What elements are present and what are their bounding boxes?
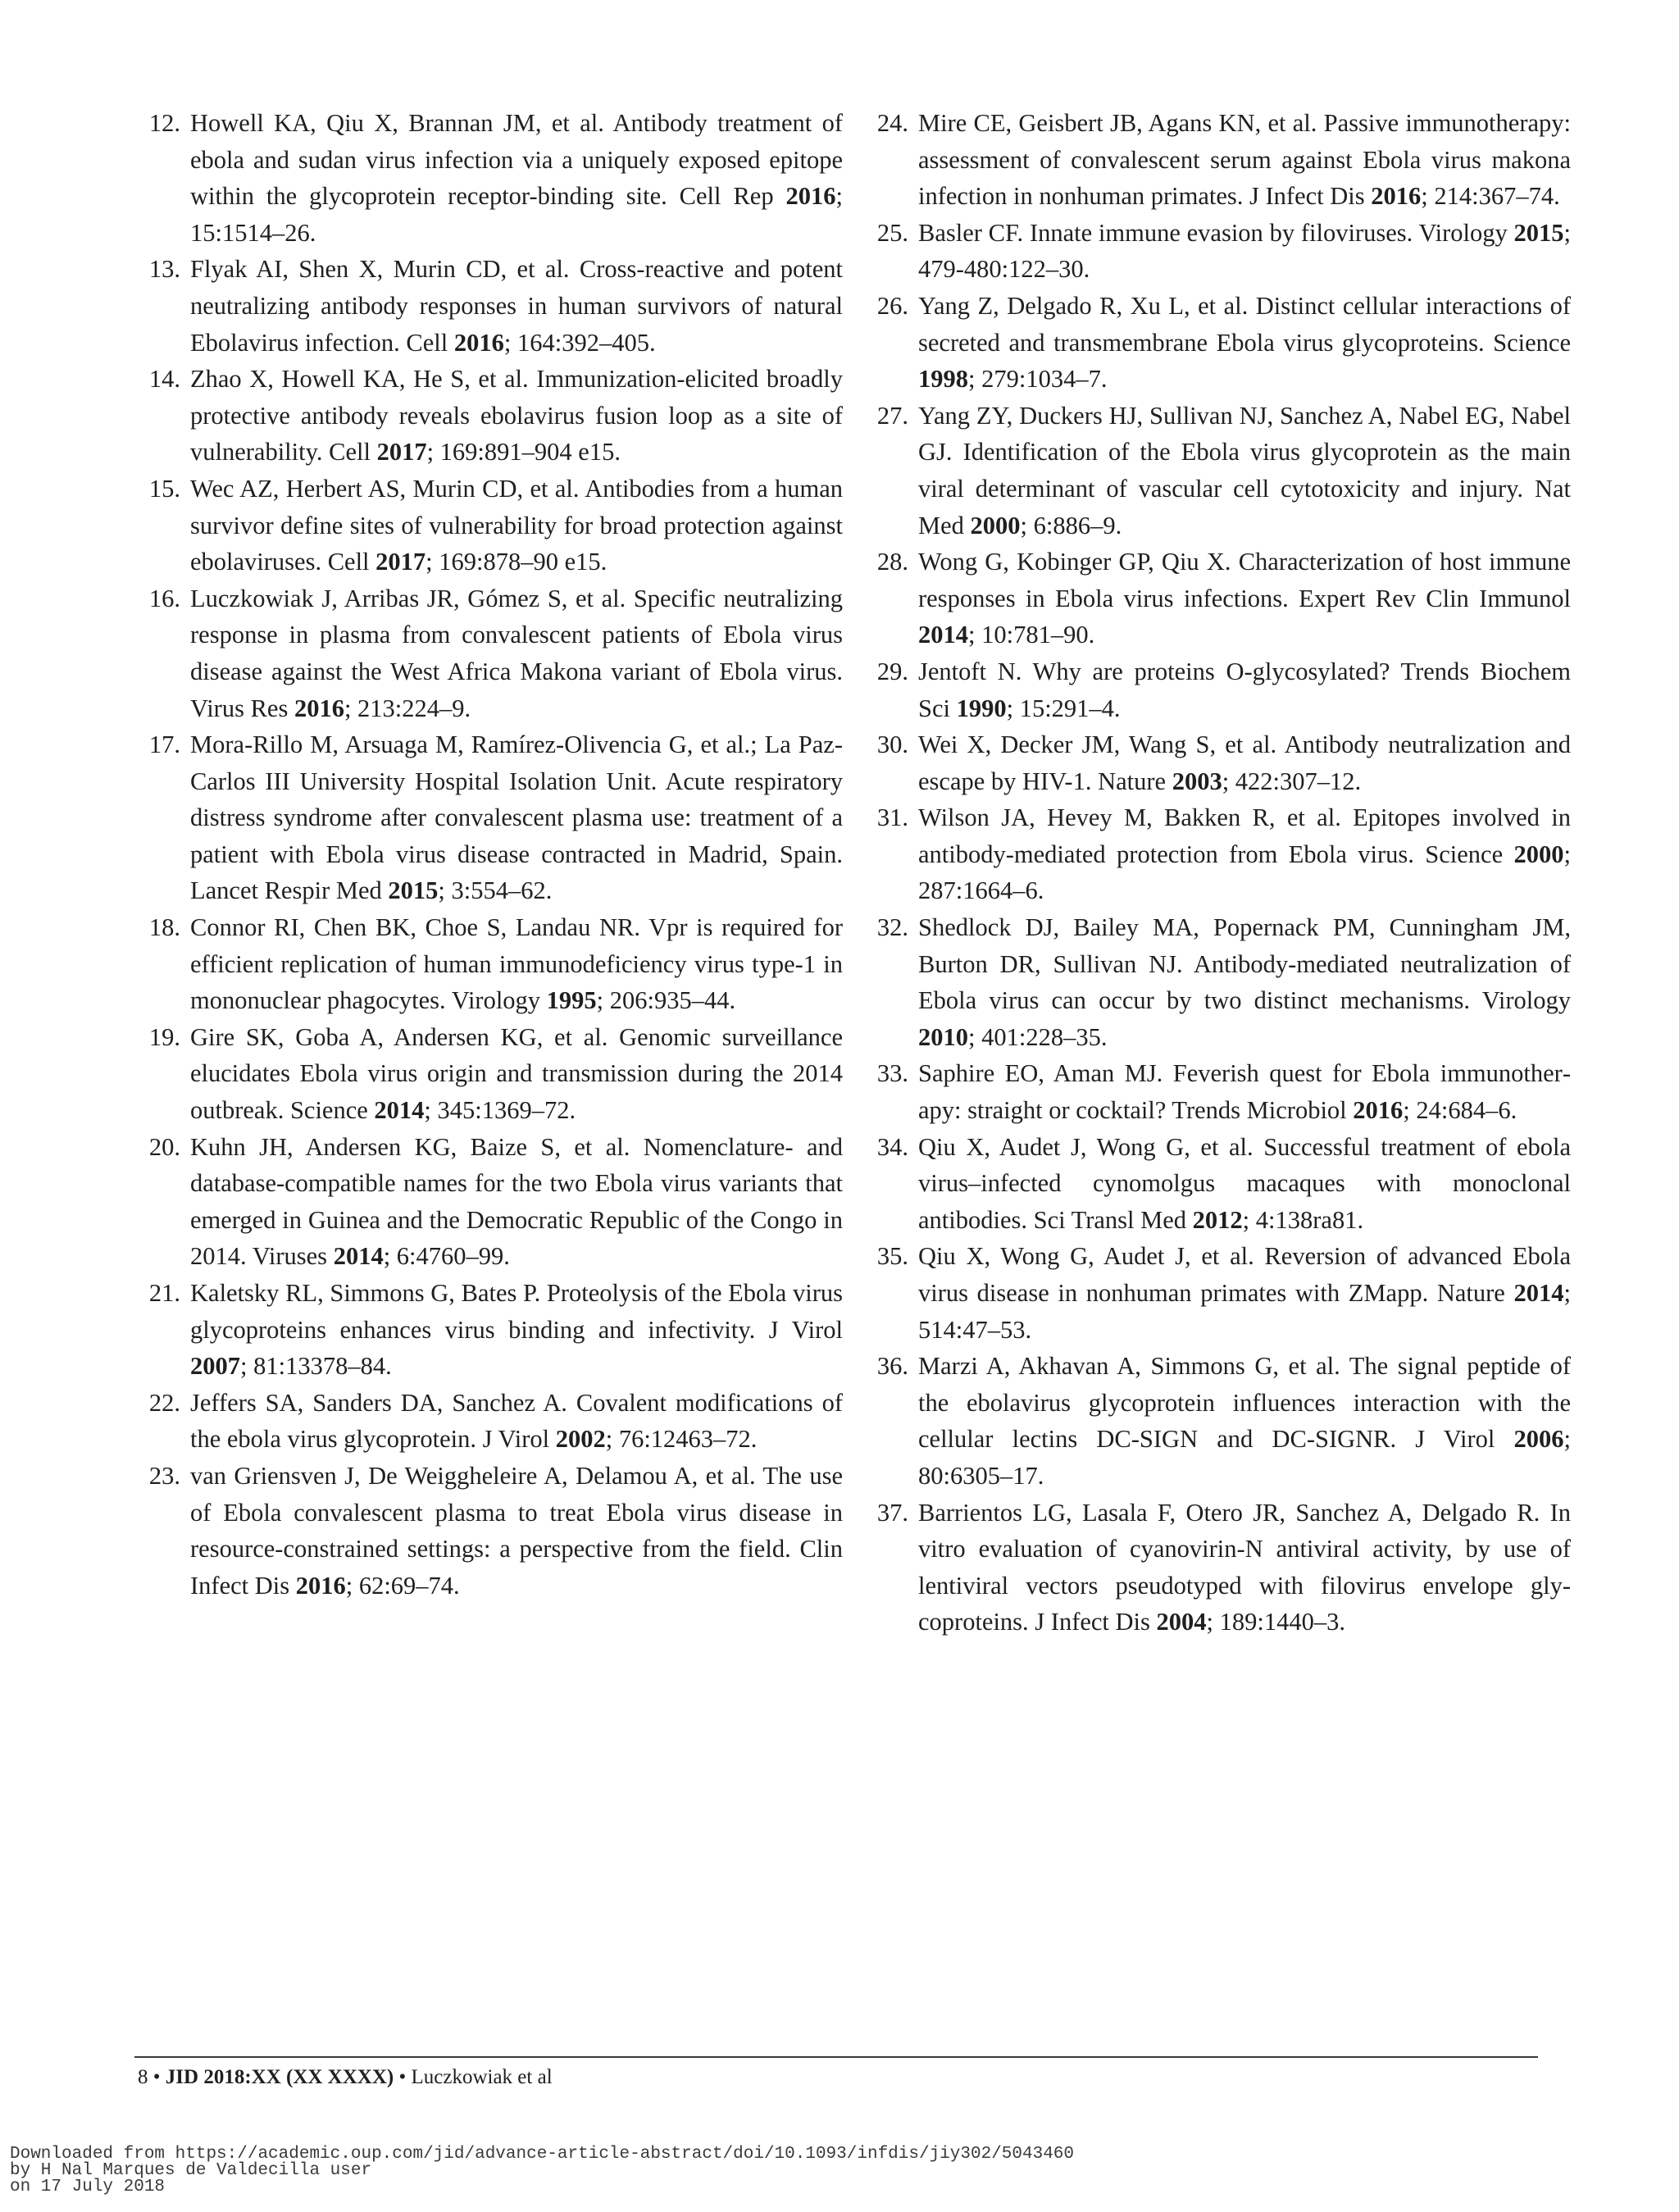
reference-text — [180, 726, 843, 909]
reference-item — [134, 1129, 843, 1275]
reference-item — [134, 105, 843, 251]
reference-year: 2016 — [1371, 182, 1422, 211]
reference-item — [134, 1019, 843, 1129]
reference-item — [862, 909, 1571, 1055]
download-watermark — [10, 2146, 1074, 2196]
reference-item — [862, 398, 1571, 544]
reference-pages: ; 6:4760–99. — [383, 1242, 510, 1271]
reference-pages: ; 10:781–90. — [968, 621, 1095, 649]
reference-text — [180, 251, 843, 361]
reference-item — [862, 544, 1571, 653]
reference-item — [862, 799, 1571, 909]
reference-year: 2014 — [918, 621, 968, 649]
reference-number: 37. — [876, 1498, 908, 1527]
reference-text — [908, 288, 1571, 398]
reference-year: 2000 — [1513, 840, 1564, 868]
reference-number: 18. — [148, 913, 180, 942]
reference-number: 28. — [876, 548, 908, 576]
reference-number: 20. — [148, 1132, 180, 1161]
reference-number: 35. — [876, 1242, 908, 1271]
reference-text — [180, 361, 843, 471]
reference-text — [180, 1129, 843, 1275]
reference-item — [134, 909, 843, 1019]
reference-number: 34. — [876, 1132, 908, 1161]
reference-citation: Barrientos LG, Lasala F, Otero JR, Sanchez A, Delgado R. In vitro evaluation of cyanovirin-N antiviral activity, by use of lentiviral vectors pseudotyped with filovirus envelope glycoproteins. J Infect Dis — [918, 1498, 1571, 1636]
reference-year: 2017 — [376, 438, 427, 467]
reference-number: 27. — [876, 401, 908, 430]
reference-item — [134, 361, 843, 471]
reference-number: 24. — [876, 109, 908, 137]
reference-citation: Connor RI, Chen BK, Choe S, Landau NR. Vpr is required for efficient replication of human immunodeficiency virus type-1 in mononuclear phagocytes. Virology — [190, 913, 843, 1015]
reference-pages: ; 214:367–74. — [1421, 182, 1560, 211]
reference-citation: Basler CF. Innate immune evasion by filoviruses. Virology — [918, 218, 1514, 247]
reference-number: 30. — [876, 731, 908, 759]
reference-citation: Yang Z, Delgado R, Xu L, et al. Distinct cellular interactions of secreted and transmembrane Ebola virus glycoproteins. Science — [918, 291, 1571, 357]
page-number: 8 — [138, 2066, 148, 2088]
reference-number: 16. — [148, 584, 180, 612]
reference-number: 33. — [876, 1059, 908, 1088]
reference-pages: ; 345:1369–72. — [424, 1096, 576, 1125]
reference-text — [180, 1019, 843, 1129]
download-note-line: on 17 July 2018 — [10, 2178, 166, 2196]
reference-text — [180, 580, 843, 726]
reference-text — [908, 1055, 1571, 1128]
reference-citation: Qiu X, Wong G, Audet J, et al. Reversion of advanced Ebola virus disease in nonhuman primates with ZMapp. Nature — [918, 1242, 1571, 1307]
reference-text — [180, 1275, 843, 1385]
reference-pages: ; 4:138ra81. — [1242, 1205, 1364, 1234]
reference-text — [180, 105, 843, 251]
reference-year: 2010 — [918, 1022, 968, 1051]
reference-year: 2015 — [388, 876, 439, 905]
reference-pages: ; 62:69–74. — [345, 1571, 460, 1600]
reference-year: 2012 — [1192, 1205, 1243, 1234]
reference-number: 19. — [148, 1022, 180, 1051]
reference-year: 2004 — [1156, 1608, 1207, 1636]
reference-pages: ; 15:1514–26. — [190, 182, 843, 247]
reference-number: 31. — [876, 803, 908, 832]
reference-citation: Yang ZY, Duckers HJ, Sullivan NJ, Sanchez A, Nabel EG, Nabel GJ. Identification of the Ebola virus glycoprotein as the main viral determinant of vascular cell cytotoxicity and injury. Nat Med — [918, 401, 1571, 539]
reference-pages: ; 206:935–44. — [596, 986, 736, 1015]
reference-number: 23. — [148, 1461, 180, 1490]
reference-text — [180, 909, 843, 1019]
reference-number: 36. — [876, 1352, 908, 1381]
reference-text — [908, 653, 1571, 726]
reference-citation: Wec AZ, Herbert AS, Murin CD, et al. Antibodies from a human survivor define sites of vulnerability for broad protection against ebolaviruses. Cell — [190, 474, 843, 576]
reference-item — [134, 1458, 843, 1604]
reference-text — [908, 215, 1571, 288]
reference-pages: ; 76:12463–72. — [605, 1425, 758, 1454]
reference-citation: Wilson JA, Hevey M, Bakken R, et al. Epitopes involved in antibody-mediated protection from Ebola virus. Science — [918, 803, 1571, 868]
reference-number: 17. — [148, 731, 180, 759]
footer-bullet: • — [152, 2066, 161, 2088]
reference-citation: van Griensven J, De Weiggheleire A, Delamou A, et al. The use of Ebola convalescent plasma to treat Ebola virus disease in resource-constrained settings: a perspective from the field. Clin Infect Dis — [190, 1461, 843, 1600]
reference-citation: Zhao X, Howell KA, He S, et al. Immunization-elicited broadly protective antibody reveals ebolavirus fusion loop as a site of vulnerability. Cell — [190, 365, 843, 467]
reference-year: 2000 — [970, 511, 1021, 539]
reference-year: 2006 — [1513, 1425, 1564, 1454]
reference-text — [908, 726, 1571, 799]
reference-number: 14. — [148, 365, 180, 394]
reference-number: 13. — [148, 255, 180, 284]
reference-year: 2016 — [453, 328, 504, 357]
reference-citation: Shedlock DJ, Bailey MA, Popernack PM, Cunningham JM, Burton DR, Sullivan NJ. Antibody-mediated neutralization of Ebola virus can occur by two distinct mechanisms. Virology — [918, 913, 1571, 1015]
journal-issue: (XX XXXX) — [286, 2066, 394, 2088]
reference-list-right-column — [862, 105, 1571, 1641]
reference-text — [908, 799, 1571, 909]
download-note-line: by H Nal Marques de Valdecilla user — [10, 2161, 372, 2180]
reference-citation: Saphire EO, Aman MJ. Feverish quest for Ebola immunotherapy: straight or cocktail? Trends Microbiol — [918, 1059, 1571, 1125]
reference-item — [862, 726, 1571, 799]
reference-item — [862, 1495, 1571, 1641]
reference-citation: Mire CE, Geisbert JB, Agans KN, et al. Passive immunotherapy: assessment of convalescent serum against Ebola virus makona infection in nonhuman primates. J Infect Dis — [918, 109, 1571, 211]
reference-pages: ; 81:13378–84. — [240, 1352, 392, 1381]
footer-divider — [134, 2056, 1538, 2058]
reference-number: 22. — [148, 1388, 180, 1417]
journal-volume: 2018:XX — [203, 2066, 281, 2088]
reference-pages: ; 213:224–9. — [344, 694, 471, 722]
reference-text — [180, 1385, 843, 1458]
reference-pages: ; 169:891–904 e15. — [426, 438, 621, 467]
reference-citation: Flyak AI, Shen X, Murin CD, et al. Cross-reactive and potent neutralizing antibody responses in human survivors of natural Ebolavirus infection. Cell — [190, 255, 843, 357]
page-footer — [138, 2064, 553, 2091]
reference-year: 2015 — [1513, 218, 1564, 247]
reference-year: 2007 — [190, 1352, 240, 1381]
reference-pages: ; 24:684–6. — [1403, 1096, 1517, 1125]
reference-year: 2016 — [785, 182, 836, 211]
reference-number: 29. — [876, 657, 908, 685]
reference-number: 25. — [876, 218, 908, 247]
reference-item — [134, 580, 843, 726]
reference-item — [862, 288, 1571, 398]
reference-citation: Marzi A, Akhavan A, Simmons G, et al. The signal peptide of the ebolavirus glycoprotein influences interaction with the cellular lectins DC-SIGN and DC-SIGNR. J Virol — [918, 1352, 1571, 1454]
reference-number: 12. — [148, 109, 180, 137]
reference-pages: ; 189:1440–3. — [1206, 1608, 1345, 1636]
reference-citation: Kuhn JH, Andersen KG, Baize S, et al. Nomenclature- and database-compatible names for the two Ebola virus variants that emerged in Guinea and the Democratic Republic of the Congo in 2014. Viruses — [190, 1132, 843, 1271]
reference-item — [134, 471, 843, 580]
reference-citation: Qiu X, Audet J, Wong G, et al. Successful treatment of ebola virus–infected cynomolgus macaques with monoclonal antibodies. Sci Transl Med — [918, 1132, 1571, 1234]
reference-pages: ; 80:6305–17. — [918, 1425, 1571, 1490]
reference-item — [862, 215, 1571, 288]
reference-pages: ; 164:392–405. — [503, 328, 656, 357]
reference-text — [180, 1458, 843, 1604]
reference-citation: Mora-Rillo M, Arsuaga M, Ramírez-Olivencia G, et al.; La Paz-Carlos III University Hospital Isolation Unit. Acute respiratory distress syndrome after convalescent plasma use: treatment of a patient with Ebola virus disease contracted in Madrid, Spain. Lancet Respir Med — [190, 731, 843, 905]
reference-year: 2016 — [293, 694, 344, 722]
reference-year: 2016 — [1353, 1096, 1404, 1125]
reference-item — [134, 726, 843, 909]
reference-citation: Howell KA, Qiu X, Brannan JM, et al. Antibody treatment of ebola and sudan virus infection via a uniquely exposed epitope within the glycoprotein receptor-binding site. Cell Rep — [190, 109, 843, 211]
reference-citation: Gire SK, Goba A, Andersen KG, et al. Genomic surveillance elucidates Ebola virus origin and transmission during the 2014 outbreak. Science — [190, 1022, 843, 1125]
reference-text — [908, 398, 1571, 544]
reference-item — [862, 1238, 1571, 1348]
reference-text — [908, 105, 1571, 215]
reference-year: 2003 — [1172, 767, 1222, 795]
reference-citation: Kaletsky RL, Simmons G, Bates P. Proteolysis of the Ebola virus glycoproteins enhances virus binding and infectivity. J Virol — [190, 1279, 843, 1344]
reference-year: 1998 — [918, 365, 968, 394]
reference-text — [180, 471, 843, 580]
reference-item — [134, 1385, 843, 1458]
reference-year: 2017 — [375, 548, 426, 576]
reference-pages: ; 287:1664–6. — [918, 840, 1571, 905]
reference-year: 2014 — [1513, 1279, 1564, 1307]
reference-item — [862, 653, 1571, 726]
reference-year: 2016 — [295, 1571, 346, 1600]
reference-text — [908, 1238, 1571, 1348]
reference-number: 32. — [876, 913, 908, 942]
reference-pages: ; 15:291–4. — [1006, 694, 1121, 722]
reference-pages: ; 514:47–53. — [918, 1279, 1571, 1344]
download-note-line: Downloaded from https://academic.oup.com/jid/advance-article-abstract/doi/10.1093/infdis/jiy302/5043460 — [10, 2145, 1075, 2164]
reference-year: 1995 — [546, 986, 597, 1015]
running-authors: Luczkowiak et al — [411, 2066, 553, 2088]
reference-number: 21. — [148, 1279, 180, 1307]
reference-pages: ; 422:307–12. — [1222, 767, 1362, 795]
reference-citation: Jentoft N. Why are proteins O-glycosylated? Trends Biochem Sci — [918, 657, 1571, 722]
reference-pages: ; 479-480:122–30. — [918, 218, 1571, 284]
reference-pages: ; 169:878–90 e15. — [425, 548, 607, 576]
reference-item — [862, 1348, 1571, 1494]
reference-citation: Jeffers SA, Sanders DA, Sanchez A. Covalent modifications of the ebola virus glycoprotein. J Virol — [190, 1388, 843, 1454]
reference-item — [862, 1055, 1571, 1128]
reference-text — [908, 1495, 1571, 1641]
reference-item — [862, 1129, 1571, 1239]
reference-pages: ; 3:554–62. — [438, 876, 553, 905]
reference-number: 26. — [876, 291, 908, 320]
reference-citation: Wong G, Kobinger GP, Qiu X. Characterization of host immune responses in Ebola virus infections. Expert Rev Clin Immunol — [918, 548, 1571, 612]
reference-year: 2014 — [374, 1096, 425, 1125]
reference-text — [908, 909, 1571, 1055]
reference-year: 2014 — [333, 1242, 384, 1271]
reference-list-left-column — [134, 105, 843, 1604]
reference-item — [134, 1275, 843, 1385]
reference-text — [908, 1129, 1571, 1239]
reference-pages: ; 6:886–9. — [1020, 511, 1122, 539]
reference-item — [862, 105, 1571, 215]
reference-pages: ; 401:228–35. — [968, 1022, 1108, 1051]
reference-year: 1990 — [956, 694, 1007, 722]
reference-number: 15. — [148, 474, 180, 503]
reference-item — [134, 251, 843, 361]
footer-bullet: • — [398, 2066, 407, 2088]
reference-citation: Luczkowiak J, Arribas JR, Gómez S, et al. Specific neutralizing response in plasma from convalescent patients of Ebola virus disease against the West Africa Makona variant of Ebola virus. Virus Res — [190, 584, 843, 722]
journal-name: JID — [165, 2066, 199, 2088]
reference-year: 2002 — [555, 1425, 606, 1454]
reference-text — [908, 1348, 1571, 1494]
reference-text — [908, 544, 1571, 653]
reference-citation: Wei X, Decker JM, Wang S, et al. Antibody neutralization and escape by HIV-1. Nature — [918, 731, 1571, 795]
reference-pages: ; 279:1034–7. — [968, 365, 1108, 394]
